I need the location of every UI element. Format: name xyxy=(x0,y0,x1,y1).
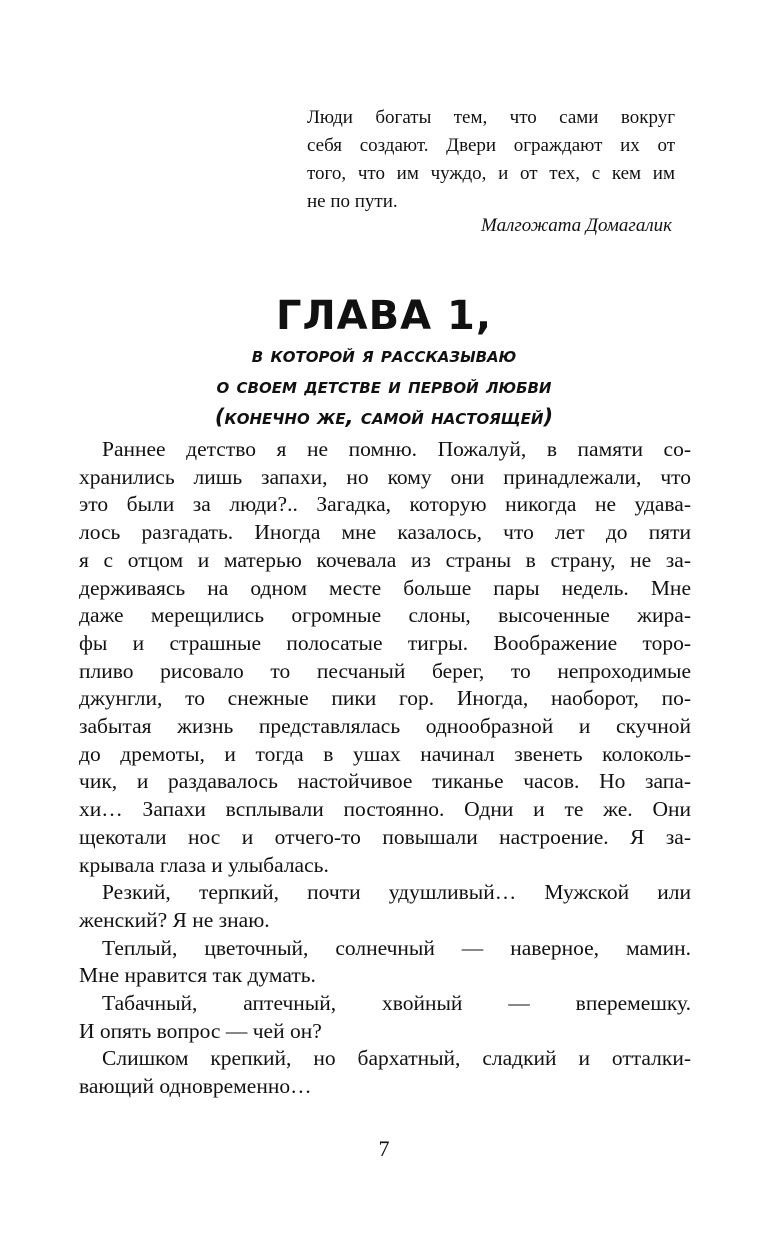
text-line: Табачный, аптечный, хвойный — вперемешку. xyxy=(102,991,691,1016)
page-number: 7 xyxy=(378,1136,390,1161)
epigraph-line: не по пути. xyxy=(307,191,398,212)
chapter-subtitle-line: о своем детстве и первой любви xyxy=(216,374,552,398)
text-line: крывала глаза и улыбалась. xyxy=(79,852,329,877)
chapter-title: ГЛАВА 1, xyxy=(275,293,493,339)
text-line: держиваясь на одном месте больше пары недель. Мне xyxy=(79,575,691,600)
epigraph xyxy=(307,104,675,216)
text-line: щекотали нос и отчего-то повышали настроение. Я за- xyxy=(79,824,691,849)
text-line: вающий одновременно… xyxy=(79,1074,312,1099)
text-line: Резкий, терпкий, почти удушливый… Мужской или xyxy=(102,880,691,905)
epigraph-author: Малгожата Домагалик xyxy=(481,215,672,236)
text-line: пливо рисовало то песчаный берег, то непроходимые xyxy=(79,658,691,683)
text-line: хранились лишь запахи, но кому они принадлежали, что xyxy=(79,464,691,489)
text-line: И опять вопрос — чей он? xyxy=(79,1018,322,1043)
text-line: женский? Я не знаю. xyxy=(79,907,270,932)
text-line: я с отцом и матерью кочевала из страны в страну, не за- xyxy=(79,547,691,572)
text-line: забытая жизнь представлялась однообразной и скучной xyxy=(79,714,691,739)
text-line: Мне нравится так думать. xyxy=(79,963,316,988)
text-line: это были за люди?.. Загадка, которую никогда не удава- xyxy=(79,492,691,517)
chapter-subtitle xyxy=(0,340,768,433)
text-line: фы и страшные полосатые тигры. Воображение торо- xyxy=(79,630,691,655)
epigraph-line: того, что им чуждо, и от тех, с кем им xyxy=(307,163,675,184)
text-line: Теплый, цветочный, солнечный — наверное, мамин. xyxy=(102,935,691,960)
epigraph-line: Люди богаты тем, что сами вокруг xyxy=(307,107,675,128)
text-line: даже мерещились огромные слоны, высоченные жира- xyxy=(79,603,691,628)
text-line: до дремоты, и тогда в ушах начинал звенеть колоколь- xyxy=(79,741,691,766)
text-line: Слишком крепкий, но бархатный, сладкий и отталки- xyxy=(102,1046,691,1071)
text-line: джунгли, то снежные пики гор. Иногда, наоборот, по- xyxy=(79,686,691,711)
text-line: лось разгадать. Иногда мне казалось, что лет до пяти xyxy=(79,520,691,545)
text-line: хи… Запахи всплывали постоянно. Одни и те же. Они xyxy=(79,797,691,822)
text-line: Раннее детство я не помню. Пожалуй, в памяти со- xyxy=(102,437,691,461)
text-line: чик, и раздавалось настойчивое тиканье часов. Но запа- xyxy=(79,769,691,794)
chapter-subtitle-line: (конечно же, самой настоящей) xyxy=(214,405,554,429)
epigraph-line: себя создают. Двери ограждают их от xyxy=(307,135,675,156)
body-text xyxy=(79,436,691,1101)
chapter-subtitle-line: в которой я рассказываю xyxy=(251,343,517,367)
